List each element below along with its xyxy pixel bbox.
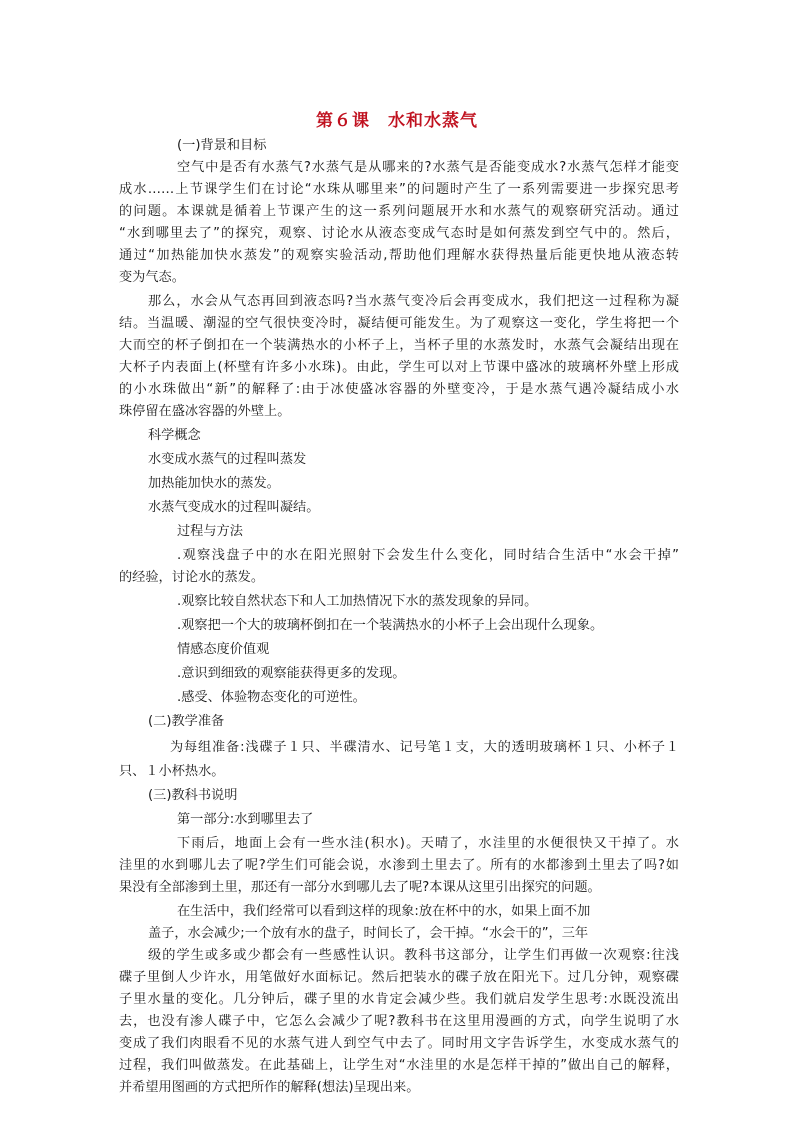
paragraph-line: 只、１小杯热水。 xyxy=(119,764,225,779)
paragraph-line: 珠停留在盛冰容器的外壁上。 xyxy=(119,404,291,419)
paragraph-line: 水变成水蒸气的过程叫蒸发 xyxy=(148,452,307,467)
list-item: .观察比较自然状态下和人工加热情况下水的蒸发现象的异同。 xyxy=(177,594,538,609)
paragraph-line: 大杯子内表面上(杯壁有许多小水珠)。由此，学生可以对上节课中盛冰的玻璃杯外壁上形成 xyxy=(119,360,679,375)
list-item: .观察把一个大的玻璃杯倒扣在一个装满热水的小杯子上会出现什么现象。 xyxy=(177,618,604,633)
section-heading: 科学概念 xyxy=(148,428,201,443)
paragraph-line: 并希望用图画的方式把所作的解释(想法)呈现出来。 xyxy=(119,1080,420,1095)
paragraph-line: 洼里的水到哪儿去了呢?学生们可能会说，水渗到土里去了。所有的水都渗到土里去了吗?如 xyxy=(119,858,679,873)
paragraph-line: 加热能加快水的蒸发。 xyxy=(148,476,280,491)
section-heading: (二)教学准备 xyxy=(148,714,225,729)
paragraph-line: 盖子，水会减少;一个放有水的盘子，时间长了，会干掉。“水会干的”，三年 xyxy=(148,926,589,941)
section-heading: (一)背景和目标 xyxy=(177,138,267,153)
section-heading: (三)教科书说明 xyxy=(148,788,238,803)
paragraph-line: 果没有全部渗到土里，那还有一部分水到哪儿去了呢?本课从这里引出探究的问题。 xyxy=(119,880,601,895)
paragraph-line: 在生活中，我们经常可以看到这样的现象:放在杯中的水，如果上面不加 xyxy=(177,904,591,919)
paragraph-line: 变成了我们肉眼看不见的水蒸气进人到空气中去了。同时用文字告诉学生，水变成水蒸气的 xyxy=(119,1036,679,1051)
list-item: .意识到细致的观察能获得更多的发现。 xyxy=(177,666,406,681)
paragraph-line: 去，也没有渗人碟子中，它怎么会减少了呢?教科书在这里用漫画的方式，向学生说明了水 xyxy=(119,1014,679,1029)
paragraph-line: 级的学生或多或少都会有一些感性认识。教科书这部分，让学生们再做一次观察:往浅 xyxy=(148,948,679,963)
section-heading: 情感态度价值观 xyxy=(177,642,270,657)
paragraph-line: 变为气态。 xyxy=(119,270,185,285)
paragraph-line: 空气中是否有水蒸气?水蒸气是从哪来的?水蒸气是否能变成水?水蒸气怎样才能变 xyxy=(177,160,679,175)
paragraph-line: 大而空的杯子倒扣在一个装满热水的小杯子上，当杯子里的水蒸发时，水蒸气会凝结出现在 xyxy=(119,338,679,353)
list-item: .观察浅盘子中的水在阳光照射下会发生什么变化，同时结合生活中“水会干掉” xyxy=(177,548,679,563)
paragraph-line: 的问题。本课就是循着上节课产生的这一系列问题展开水和水蒸气的观察研究活动。通过 xyxy=(119,204,679,219)
paragraph-line: 过程，我们叫做蒸发。在此基础上，让学生对“水洼里的水是怎样干掉的”做出自己的解释， xyxy=(119,1058,679,1073)
paragraph-line: 结。当温暖、潮湿的空气很快变冷时，凝结便可能发生。为了观察这一变化，学生将把一个 xyxy=(119,316,679,331)
paragraph-line: 为每组准备:浅碟子１只、半碟清水、记号笔１支，大的透明玻璃杯１只、小杯子１ xyxy=(170,740,679,755)
subsection-heading: 第一部分:水到哪里去了 xyxy=(177,812,314,827)
paragraph-line: 的小水珠做出“新”的解释了:由于冰使盛冰容器的外壁变冷，于是水蒸气遇冷凝结成小水 xyxy=(119,382,679,397)
paragraph-line: 碟子里倒人少许水，用笔做好水面标记。然后把装水的碟子放在阳光下。过几分钟，观察碟 xyxy=(119,970,679,985)
paragraph-line: 水蒸气变成水的过程叫凝结。 xyxy=(148,500,320,515)
paragraph-line: “水到哪里去了”的探究，观察、讨论水从液态变成气态时是如何蒸发到空气中的。然后， xyxy=(119,226,679,241)
paragraph-line: 成水……上节课学生们在讨论“水珠从哪里来”的问题时产生了一系列需要进一步探究思考 xyxy=(119,182,679,197)
list-item: .感受、体验物态变化的可逆性。 xyxy=(177,690,366,705)
document-title: 第６课 水和水蒸气 xyxy=(316,111,478,131)
section-heading: 过程与方法 xyxy=(177,524,243,539)
paragraph-line: 的经验，讨论水的蒸发。 xyxy=(119,570,265,585)
paragraph-line: 下雨后，地面上会有一些水洼(积水)。天晴了，水洼里的水便很快又干掉了。水 xyxy=(177,836,679,851)
paragraph-line: 那么，水会从气态再回到液态吗?当水蒸气变冷后会再变成水，我们把这一过程称为凝 xyxy=(148,294,679,309)
paragraph-line: 通过“加热能加快水蒸发”的观察实验活动,帮助他们理解水获得热量后能更快地从液态转 xyxy=(119,248,679,263)
paragraph-line: 子里水量的变化。几分钟后，碟子里的水肯定会减少些。我们就启发学生思考:水既没流出 xyxy=(119,992,679,1007)
